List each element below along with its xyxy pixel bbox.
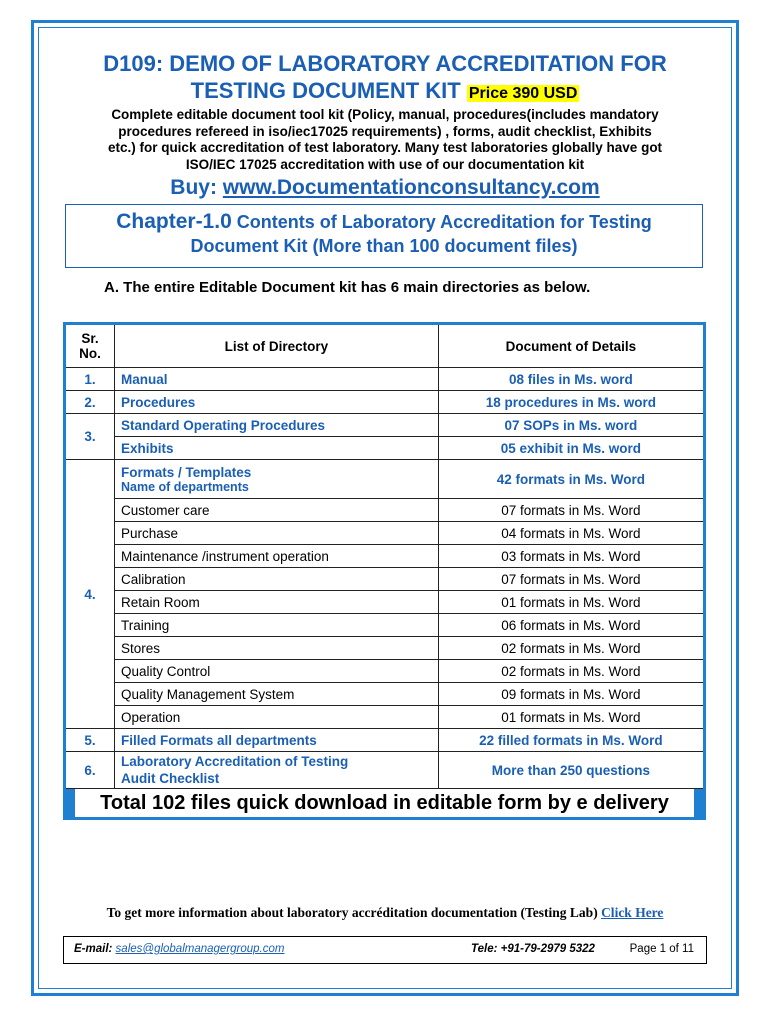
row-details: 04 formats in Ms. Word: [438, 522, 704, 545]
intro-line-1: Complete editable document tool kit (Policy, manual, procedures(includes mandatory: [111, 107, 659, 122]
table-row: [65, 499, 705, 522]
row-directory: Quality Management System: [115, 683, 439, 706]
row-sr: 6.: [65, 752, 115, 789]
row-directory: Manual: [115, 368, 439, 391]
intro-line-4: ISO/IEC 17025 accreditation with use of our documentation kit: [185, 156, 585, 172]
row-directory: Purchase: [115, 522, 439, 545]
row-details: 22 filled formats in Ms. Word: [438, 729, 704, 752]
table-row: [65, 660, 705, 683]
table-header-row: [65, 324, 705, 368]
footer-email: [74, 943, 284, 955]
row-sr: 5.: [65, 729, 115, 752]
row-details: 05 exhibit in Ms. word: [438, 437, 704, 460]
chapter-number: Chapter-1.0: [116, 210, 232, 233]
table-row: [65, 414, 705, 437]
email-link[interactable]: sales@globalmanagergroup.com: [115, 943, 285, 955]
page-number: Page 1 of 11: [629, 943, 694, 955]
intro-line-3: etc.) for quick accreditation of test laboratory. Many test laboratories globally have got: [107, 140, 663, 155]
checklist-line-2: Audit Checklist: [121, 771, 220, 786]
chapter-box: [65, 204, 703, 268]
buy-link[interactable]: www.Documentationconsultancy.com: [222, 176, 600, 199]
table-row: [65, 683, 705, 706]
table-row: [65, 591, 705, 614]
row-details: 07 formats in Ms. Word: [438, 499, 704, 522]
row-directory: Retain Room: [115, 591, 439, 614]
chapter-title-part-1: Contents of Laboratory Accreditation for Testing: [231, 212, 652, 232]
intro-line-2: procedures refereed in iso/iec17025 requirements) , forms, audit checklist, Exhibits: [118, 123, 652, 139]
row-details: 02 formats in Ms. Word: [438, 660, 704, 683]
row-sr: 1.: [65, 368, 115, 391]
chapter-title-part-2: Document Kit (More than 100 document files): [190, 236, 578, 256]
row-directory: Procedures: [115, 391, 439, 414]
row-details: 07 SOPs in Ms. word: [438, 414, 704, 437]
row-directory: Operation: [115, 706, 439, 729]
row-directory: Calibration: [115, 568, 439, 591]
row-details: 09 formats in Ms. Word: [438, 683, 704, 706]
email-label: E-mail:: [74, 943, 116, 955]
title-line-2: TESTING DOCUMENT KIT: [190, 78, 461, 103]
row-details: 06 formats in Ms. Word: [438, 614, 704, 637]
row-directory: [115, 752, 439, 789]
row-details: 03 formats in Ms. Word: [438, 545, 704, 568]
row-directory: Training: [115, 614, 439, 637]
row-directory: Standard Operating Procedures: [115, 414, 439, 437]
table-row: [65, 729, 705, 752]
total-banner: Total 102 files quick download in editable form by e delivery: [75, 789, 694, 817]
table-row: [65, 522, 705, 545]
total-row: [65, 789, 705, 819]
table-row: [65, 706, 705, 729]
directory-table: [63, 322, 706, 820]
table-row: [65, 460, 705, 499]
departments-subheading: Name of departments: [121, 479, 249, 494]
click-here-link[interactable]: Click Here: [601, 905, 664, 920]
header-directory: List of Directory: [115, 324, 439, 368]
table-row: [65, 637, 705, 660]
row-directory: Quality Control: [115, 660, 439, 683]
title-line-1: D109: DEMO OF LABORATORY ACCREDITATION FOR: [103, 51, 667, 76]
table-row: [65, 545, 705, 568]
checklist-line-1: Laboratory Accreditation of Testing: [121, 754, 349, 769]
table-row: [65, 437, 705, 460]
total-cell: [65, 789, 705, 819]
footer-box: [63, 936, 707, 964]
more-info-line: [40, 905, 730, 921]
row-details: 18 procedures in Ms. word: [438, 391, 704, 414]
row-directory: Stores: [115, 637, 439, 660]
table-row: [65, 368, 705, 391]
footer-telephone: Tele: +91-79-2979 5322: [471, 943, 595, 955]
row-sr: 4.: [65, 460, 115, 729]
row-details: 08 files in Ms. word: [438, 368, 704, 391]
price-badge: Price 390 USD: [468, 85, 578, 102]
section-a-heading: A. The entire Editable Document kit has 6 main directories as below.: [104, 279, 591, 296]
document-title: [40, 50, 730, 107]
buy-line: [40, 175, 730, 201]
header-details: Document of Details: [438, 324, 704, 368]
table-row: [65, 614, 705, 637]
table-row: [65, 752, 705, 789]
formats-templates-label: Formats / Templates: [121, 464, 252, 480]
header-sr-no: Sr. No.: [65, 324, 115, 368]
intro-paragraph: [50, 107, 720, 173]
table-row: [65, 568, 705, 591]
row-sr: 2.: [65, 391, 115, 414]
row-directory: [115, 460, 439, 499]
buy-label: Buy:: [170, 176, 223, 199]
row-details: 01 formats in Ms. Word: [438, 591, 704, 614]
row-details: 02 formats in Ms. Word: [438, 637, 704, 660]
row-sr: 3.: [65, 414, 115, 460]
row-details: 07 formats in Ms. Word: [438, 568, 704, 591]
row-directory: Filled Formats all departments: [115, 729, 439, 752]
row-directory: Maintenance /instrument operation: [115, 545, 439, 568]
table-row: [65, 391, 705, 414]
row-directory: Customer care: [115, 499, 439, 522]
more-info-text: To get more information about laboratory accréditation documentation (Testing Lab): [106, 905, 602, 920]
row-details: 42 formats in Ms. Word: [438, 460, 704, 499]
row-details: More than 250 questions: [438, 752, 704, 789]
row-details: 01 formats in Ms. Word: [438, 706, 704, 729]
row-directory: Exhibits: [115, 437, 439, 460]
